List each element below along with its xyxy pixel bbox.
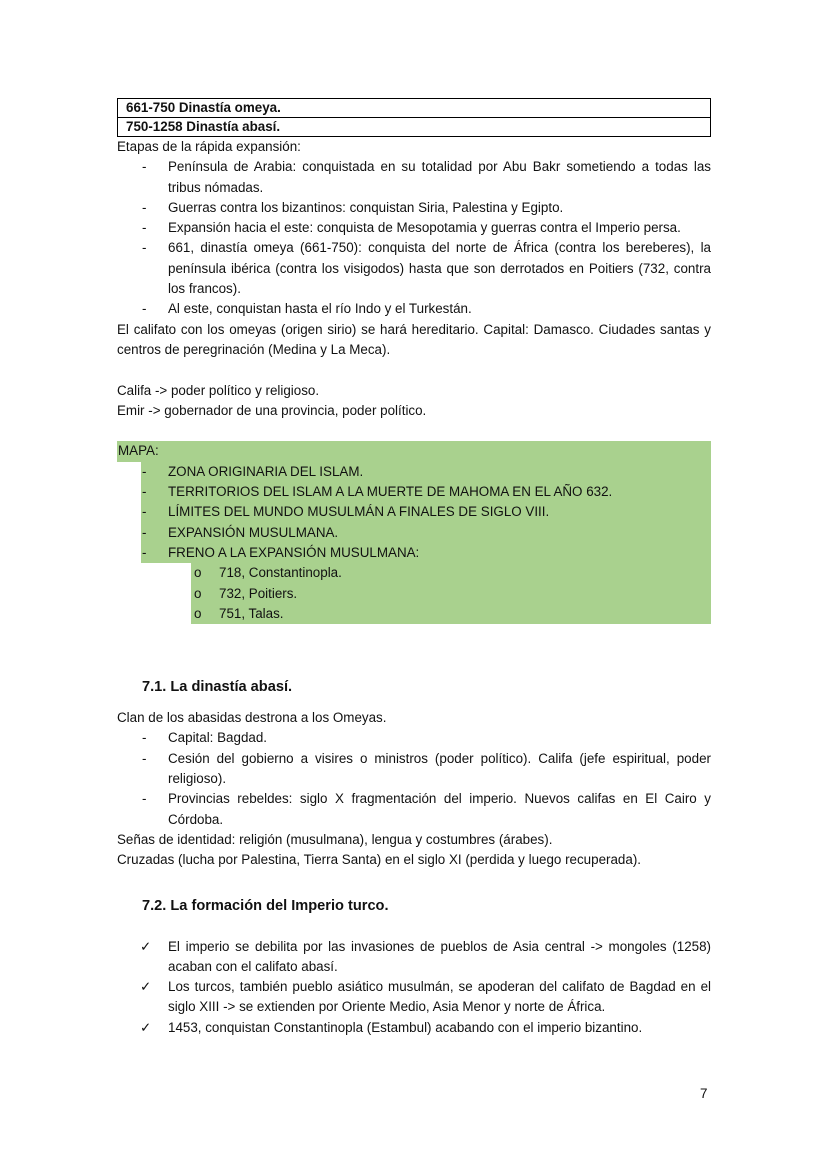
dynasty-table xyxy=(117,98,711,137)
dash-marker: - xyxy=(142,544,147,560)
map-highlight-block xyxy=(117,441,711,624)
dash-marker: - xyxy=(142,463,147,479)
document-page xyxy=(117,98,711,1038)
list-item: - Provincias rebeldes: siglo X fragmentación del imperio. Nuevos califas en El Cairo y Córdoba. xyxy=(142,791,711,827)
list-item: - LÍMITES DEL MUNDO MUSULMÁN A FINALES DE SIGLO VIII. xyxy=(141,502,711,522)
spacer xyxy=(117,360,711,380)
dash-marker: - xyxy=(142,524,147,540)
check-icon: ✓ xyxy=(140,1019,152,1035)
table-cell: 750-1258 Dinastía abasí. xyxy=(118,118,711,137)
map-title: MAPA: xyxy=(117,441,711,461)
list-item: - 661, dinastía omeya (661-750): conquista del norte de África (contra los bereberes), la península ibérica (contra los visigodos) hasta que son derrotados en Poitiers (732, contra los francos). xyxy=(142,240,711,297)
definition-califa: Califa -> poder político y religioso. xyxy=(117,382,320,398)
dash-marker: - xyxy=(142,504,147,520)
dash-marker: - xyxy=(142,791,147,807)
list-item: - Cesión del gobierno a visires o ministros (poder político). Califa (jefe espiritual, poder religioso). xyxy=(142,750,711,787)
crusades-line: Cruzadas (lucha por Palestina, Tierra Santa) en el siglo XI (perdida y luego recuperada). xyxy=(117,852,642,868)
circle-marker: o xyxy=(194,565,202,581)
list-item: - Capital: Bagdad. xyxy=(117,728,711,748)
list-item: - EXPANSIÓN MUSULMANA. xyxy=(141,523,711,543)
list-item: o 718, Constantinopla. xyxy=(191,563,711,583)
table-cell: 661-750 Dinastía omeya. xyxy=(118,99,711,118)
section-7-1-list xyxy=(117,728,711,829)
expansion-list xyxy=(117,157,711,319)
list-item: ✓ El imperio se debilita por las invasiones de pueblos de Asia central -> mongoles (1258) acaban con el califato abasí. xyxy=(140,938,711,974)
check-icon: ✓ xyxy=(140,979,152,995)
table-row xyxy=(118,99,711,118)
section-7-2-list xyxy=(117,937,711,1038)
definition-emir: Emir -> gobernador de una provincia, poder político. xyxy=(117,402,427,418)
spacer xyxy=(117,871,711,895)
dash-marker: - xyxy=(142,199,147,215)
page-number: 7 xyxy=(700,1086,708,1101)
caliphate-paragraph: El califato con los omeyas (origen sirio) se hará hereditario. Capital: Damasco. Ciudades santas y centros de peregrinación (Medina y La Meca). xyxy=(117,321,711,357)
list-item: - Al este, conquistan hasta el río Indo y el Turkestán. xyxy=(117,299,711,319)
section-7-1-heading: 7.1. La dinastía abasí. xyxy=(142,679,293,696)
dash-marker: - xyxy=(142,484,147,500)
list-item: ✓ 1453, conquistan Constantinopla (Estambul) acabando con el imperio bizantino. xyxy=(117,1018,711,1038)
identity-line: Señas de identidad: religión (musulmana), lengua y costumbres (árabes). xyxy=(117,831,553,847)
circle-marker: o xyxy=(194,585,202,601)
dash-marker: - xyxy=(142,730,147,746)
list-item: - Expansión hacia el este: conquista de Mesopotamia y guerras contra el Imperio persa. xyxy=(117,218,711,238)
list-item: o 751, Talas. xyxy=(191,604,711,624)
list-item: - Guerras contra los bizantinos: conquistan Siria, Palestina y Egipto. xyxy=(117,198,711,218)
check-icon: ✓ xyxy=(140,938,152,954)
spacer xyxy=(117,421,711,441)
spacer xyxy=(117,624,711,676)
dash-marker: - xyxy=(142,240,147,256)
section-7-1-intro: Clan de los abasidas destrona a los Omeyas. xyxy=(117,710,387,726)
expansion-title: Etapas de la rápida expansión: xyxy=(117,139,301,154)
dash-marker: - xyxy=(142,750,147,766)
list-item: - ZONA ORIGINARIA DEL ISLAM. xyxy=(141,462,711,482)
list-item: o 732, Poitiers. xyxy=(191,584,711,604)
table-row xyxy=(118,118,711,137)
list-item: - Península de Arabia: conquistada en su totalidad por Abu Bakr sometiendo a todas las tribus nómadas. xyxy=(142,159,711,195)
map-sublist xyxy=(191,563,711,624)
section-7-2-heading: 7.2. La formación del Imperio turco. xyxy=(142,897,389,914)
dash-marker: - xyxy=(142,301,147,317)
dash-marker: - xyxy=(142,159,147,175)
list-item: ✓ Los turcos, también pueblo asiático musulmán, se apoderan del califato de Bagdad en el siglo XIII -> se extienden por Oriente Medio, Asia Menor y norte de África. xyxy=(140,979,711,1015)
list-item: - TERRITORIOS DEL ISLAM A LA MUERTE DE MAHOMA EN EL AÑO 632. xyxy=(141,482,711,502)
list-item: - FRENO A LA EXPANSIÓN MUSULMANA: xyxy=(141,543,711,563)
dash-marker: - xyxy=(142,220,147,236)
circle-marker: o xyxy=(194,605,202,621)
